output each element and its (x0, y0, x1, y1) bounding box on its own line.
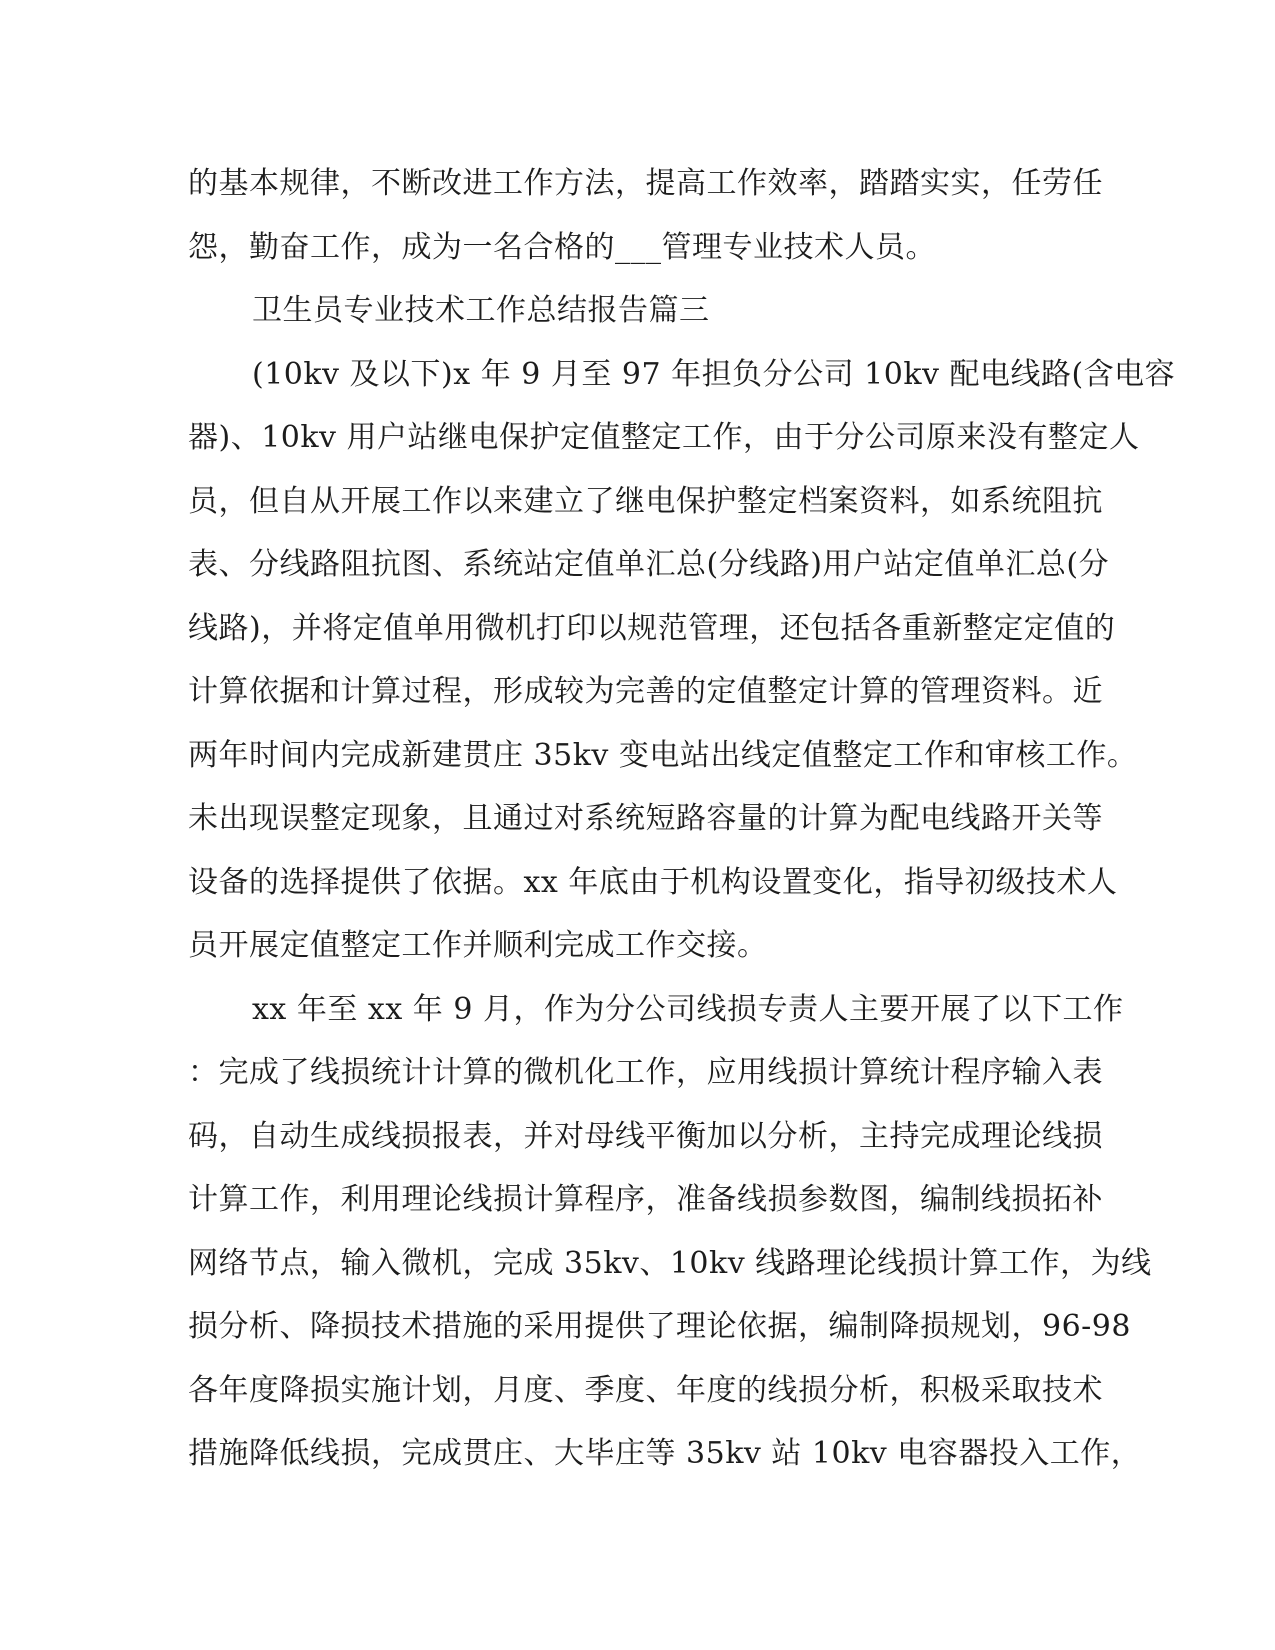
text-line: 员，但自从开展工作以来建立了继电保护整定档案资料，如系统阻抗 (188, 483, 1103, 519)
text-line: (10kv 及以下)x 年 9 月至 97 年担负分公司 10kv 配电线路(含电容 (252, 356, 1176, 392)
text-line: 表、分线路阻抗图、系统站定值单汇总(分线路)用户站定值单汇总(分 (188, 547, 1110, 582)
text-line: 码，自动生成线损报表，并对母线平衡加以分析，主持完成理论线损 (188, 1118, 1103, 1154)
text-line: 计算工作，利用理论线损计算程序，准备线损参数图，编制线损拓补 (188, 1182, 1103, 1217)
text-line: 怨，勤奋工作，成为一名合格的___管理专业技术人员。 (188, 229, 936, 265)
text-line: 员开展定值整定工作并顺利完成工作交接。 (188, 928, 768, 963)
document-body (188, 152, 1176, 1486)
text-line: 网络节点，输入微机，完成 35kv、10kv 线路理论线损计算工作，为线 (188, 1245, 1152, 1281)
text-line: 计算依据和计算过程，形成较为完善的定值整定计算的管理资料。近 (188, 674, 1103, 709)
text-line: 措施降低线损，完成贯庄、大毕庄等 35kv 站 10kv 电容器投入工作， (188, 1436, 1142, 1471)
text-line: 的基本规律，不断改进工作方法，提高工作效率，踏踏实实，任劳任 (188, 166, 1103, 201)
text-line: 卫生员专业技术工作总结报告篇三 (252, 293, 710, 328)
text-line: 未出现误整定现象，且通过对系统短路容量的计算为配电线路开关等 (188, 801, 1103, 836)
text-line: ：完成了线损统计计算的微机化工作，应用线损计算统计程序输入表 (188, 1055, 1103, 1090)
text-line: 损分析、降损技术措施的采用提供了理论依据，编制降损规划，96-98 (188, 1309, 1131, 1344)
text-line: 线路)，并将定值单用微机打印以规范管理，还包括各重新整定定值的 (188, 610, 1116, 646)
text-line: 两年时间内完成新建贯庄 35kv 变电站出线定值整定工作和审核工作。 (188, 737, 1138, 773)
text-line: 器)、10kv 用户站继电保护定值整定工作，由于分公司原来没有整定人 (188, 420, 1140, 455)
text-line: 各年度降损实施计划，月度、季度、年度的线损分析，积极采取技术 (188, 1372, 1103, 1408)
text-line: xx 年至 xx 年 9 月，作为分公司线损专责人主要开展了以下工作 (252, 991, 1124, 1027)
text-line: 设备的选择提供了依据。xx 年底由于机构设置变化，指导初级技术人 (188, 864, 1118, 900)
